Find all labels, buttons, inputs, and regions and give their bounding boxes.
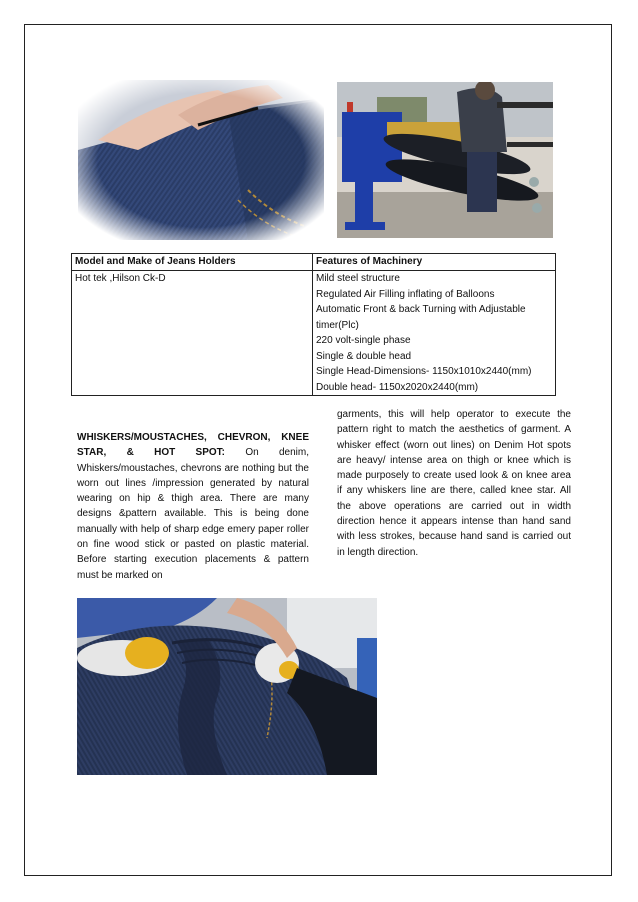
whiskering-jeans-photo — [77, 598, 377, 775]
column-header-features: Features of Machinery — [313, 254, 556, 271]
feature-line: 220 volt-single phase — [316, 335, 411, 346]
feature-line: Single & double head — [316, 350, 412, 362]
feature-line: Single Head-Dimensions- 1150x1010x2440(mm) — [316, 366, 532, 377]
features-cell — [313, 271, 556, 396]
feature-line: Double head- 1150x2020x2440(mm) — [316, 381, 479, 393]
feature-line: timer(Plc) — [316, 319, 359, 331]
column-header-model: Model and Make of Jeans Holders — [72, 254, 313, 271]
model-cell: Hot tek ,Hilson Ck-D — [72, 271, 313, 396]
hands-on-denim-photo — [78, 80, 324, 240]
feature-line: Automatic Front & back Turning with Adjustable — [316, 304, 526, 315]
left-column-text — [77, 430, 309, 583]
feature-line: Regulated Air Filling inflating of Balloons — [316, 288, 495, 300]
right-column-text: garments, this will help operator to execute the pattern right to match the aesthetics of garment. A whisker effect (worn out lines) on Denim Hot spots are heavy/ intense area on thigh or knee which is made purposely to create used look & on knee area if any whiskers line are there, called knee star. All the above operations are carried out in width direction hence it appears intense than hand sand with less strokes, because hand sand is carried out in length direction. — [337, 409, 571, 558]
table-row — [72, 271, 556, 396]
jeans-holder-machine-photo — [337, 82, 553, 238]
machinery-spec-table — [71, 253, 556, 396]
left-paragraph: On denim, Whiskers/moustaches, chevrons are nothing but the worn out lines /impression generated by natural wearing on hip & thigh area. There are many designs &pattern available. This is being done manually with help of sharp edge emery paper roller on fine wood stick or pasted on plastic material. Before starting execution placements & pattern must be marked on — [77, 447, 309, 581]
table-header-row — [72, 254, 556, 271]
feature-line: Mild steel structure — [316, 273, 400, 284]
section-heading: WHISKERS/MOUSTACHES, CHEVRON, KNEE STAR, & HOT SPOT: — [77, 432, 309, 459]
